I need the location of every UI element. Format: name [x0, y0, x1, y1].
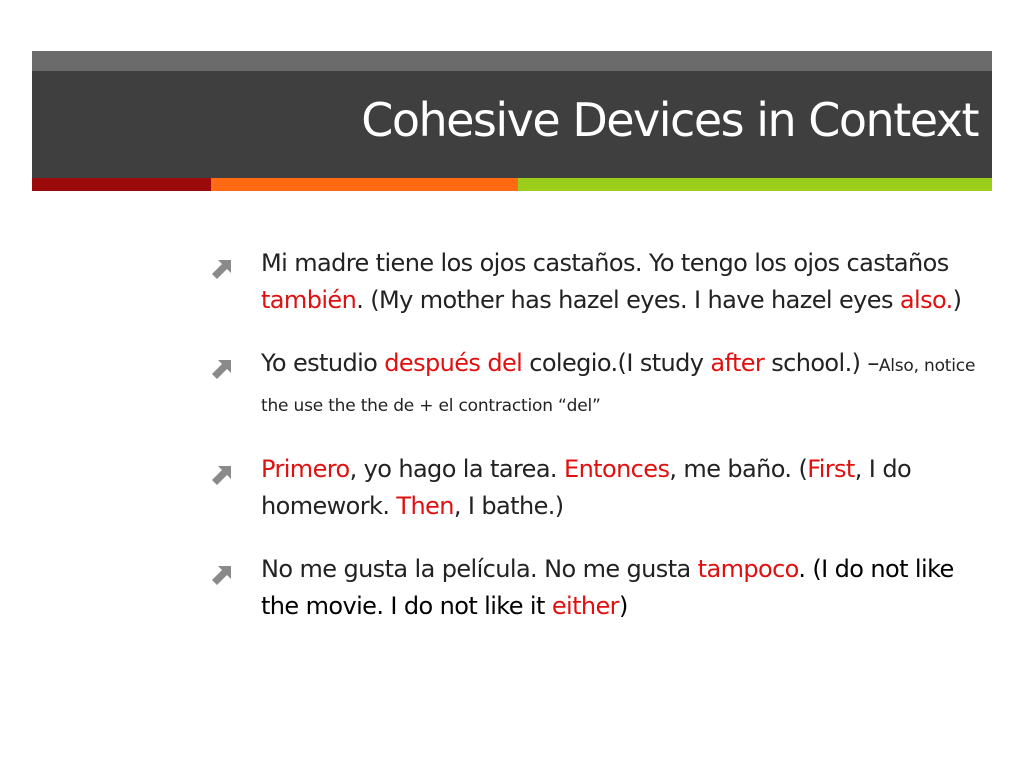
highlight-term: Primero: [261, 455, 350, 483]
bullet-list: [211, 245, 991, 651]
bullet-text: , I do homework.: [261, 455, 912, 520]
arrow-up-right-icon: [211, 254, 233, 276]
accent-stripe-orange: [211, 178, 518, 191]
title-banner: [32, 71, 992, 178]
bullet-text: Mi madre tiene los ojos castaños. Yo tengo los ojos castaños: [261, 249, 949, 277]
bullet-item: [211, 451, 991, 525]
arrow-up-right-icon: [211, 354, 233, 376]
header-top-band: [32, 51, 992, 71]
bullet-item: [211, 551, 991, 625]
slide-title: Cohesive Devices in Context: [361, 93, 978, 147]
highlight-term: First: [807, 455, 855, 483]
highlight-term: also.: [899, 286, 953, 314]
bullet-text: . (My mother has hazel eyes. I have hazel eyes: [356, 286, 900, 314]
bullet-text: , I bathe.): [453, 492, 564, 520]
contraction-note: Also, notice the use the the de + el contraction “del”: [261, 356, 976, 416]
arrow-up-right-icon: [211, 560, 233, 582]
bullet-text: , me baño. (: [669, 455, 808, 483]
bullet-text: No me gusta la película. No me gusta: [261, 555, 698, 583]
highlight-term: después del: [384, 349, 523, 377]
highlight-term: either: [551, 592, 619, 620]
highlight-term: Entonces: [564, 455, 670, 483]
highlight-term: tampoco: [697, 555, 799, 583]
accent-stripe-green: [518, 178, 992, 191]
bullet-text: ): [952, 286, 962, 314]
highlight-term: Then: [396, 492, 454, 520]
bullet-text: colegio.(I study: [522, 349, 711, 377]
accent-stripe-red: [32, 178, 211, 191]
highlight-term: after: [710, 349, 765, 377]
highlight-term: también: [261, 286, 357, 314]
bullet-text: ): [618, 592, 628, 620]
bullet-item: [211, 345, 991, 425]
bullet-text: Yo estudio: [261, 349, 385, 377]
bullet-text: school.) –: [764, 349, 879, 377]
arrow-up-right-icon: [211, 460, 233, 482]
bullet-item: [211, 245, 991, 319]
bullet-text: . (I do not like the movie. I do not like it: [261, 555, 954, 620]
bullet-text: , yo hago la tarea.: [349, 455, 564, 483]
